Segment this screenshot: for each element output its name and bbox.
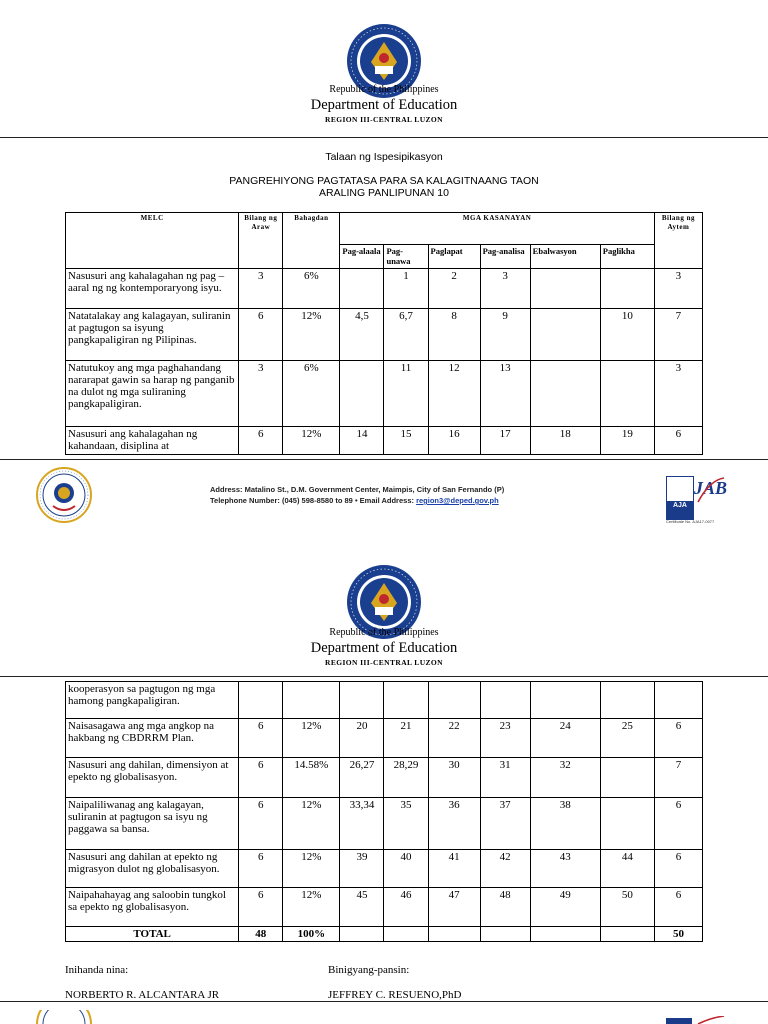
skill-cell: 41 xyxy=(428,850,480,888)
doc-title: Talaan ng Ispesipikasyon xyxy=(325,151,443,163)
skill-cell: 48 xyxy=(480,888,530,927)
skill-cell xyxy=(530,682,600,719)
skill-cell: 13 xyxy=(480,361,530,427)
skill-cell: 31 xyxy=(480,758,530,798)
days-cell: 6 xyxy=(239,309,283,361)
skill-cell: 1 xyxy=(384,269,428,309)
header-skill-col: Pag-analisa xyxy=(480,245,530,269)
page-break xyxy=(0,530,768,550)
melc-cell: kooperasyon sa pagtugon ng mga hamong pangkapaligiran. xyxy=(66,682,239,719)
header-percent: Bahagdan xyxy=(283,213,340,269)
skill-cell: 30 xyxy=(428,758,480,798)
aja-cert-badge xyxy=(666,476,694,520)
republic-seal-icon xyxy=(35,466,93,524)
header-skill-col: Ebalwasyon xyxy=(530,245,600,269)
pct-cell: 14.58% xyxy=(283,758,340,798)
skill-cell xyxy=(480,682,530,719)
melc-cell: Naipahahayag ang saloobin tungkol sa epekto ng globalisasyon. xyxy=(66,888,239,927)
skill-cell xyxy=(530,361,600,427)
header-days: Bilang ng Araw xyxy=(239,213,283,269)
pct-cell: 12% xyxy=(283,719,340,758)
skill-cell: 44 xyxy=(600,850,654,888)
table-row xyxy=(66,361,703,427)
skill-cell: 25 xyxy=(600,719,654,758)
melc-cell: Natutukoy ang mga paghahandang nararapat gawin sa harap ng panganib na dulot ng mga suliraning pangkapaligiran. xyxy=(66,361,239,427)
skill-cell: 6,7 xyxy=(384,309,428,361)
days-cell: 6 xyxy=(239,719,283,758)
melc-cell: Nasusuri ang kahalagahan ng kahandaan, disiplina at xyxy=(66,427,239,455)
doc-subject: ARALING PANLIPUNAN 10 xyxy=(319,187,449,199)
items-cell: 7 xyxy=(654,758,702,798)
skill-cell: 3 xyxy=(480,269,530,309)
skill-cell: 17 xyxy=(480,427,530,455)
total-label: TOTAL xyxy=(66,927,239,942)
prepared-name: NORBERTO R. ALCANTARA JR xyxy=(65,989,220,1001)
total-empty xyxy=(384,927,428,942)
table-row xyxy=(66,427,703,455)
pct-cell: 12% xyxy=(283,309,340,361)
skill-cell xyxy=(600,682,654,719)
skill-cell xyxy=(600,269,654,309)
days-cell: 6 xyxy=(239,888,283,927)
table-row xyxy=(66,798,703,850)
days-cell: 3 xyxy=(239,361,283,427)
days-cell xyxy=(239,682,283,719)
total-days: 48 xyxy=(239,927,283,942)
skill-cell: 40 xyxy=(384,850,428,888)
skill-cell xyxy=(600,758,654,798)
footer-address xyxy=(210,484,570,506)
pct-cell: 12% xyxy=(283,850,340,888)
melc-cell: Naipaliliwanag ang kalagayan, suliranin at pagtugon sa isyu ng paggawa sa bansa. xyxy=(66,798,239,850)
melc-cell: Nasusuri ang dahilan at epekto ng migrasyon dulot ng globalisasyon. xyxy=(66,850,239,888)
skill-cell: 36 xyxy=(428,798,480,850)
doc-subtitle: PANGREHIYONG PAGTATASA PARA SA KALAGITNAANG TAON xyxy=(229,175,539,187)
address-value: Matalino St., D.M. Government Center, Maimpis, City of San Fernando (P) xyxy=(244,485,505,494)
skill-cell: 20 xyxy=(340,719,384,758)
skill-cell: 46 xyxy=(384,888,428,927)
days-cell: 3 xyxy=(239,269,283,309)
header-melc: MELC xyxy=(66,213,239,269)
table-row xyxy=(66,269,703,309)
skill-cell: 15 xyxy=(384,427,428,455)
skill-cell xyxy=(340,682,384,719)
items-cell: 6 xyxy=(654,798,702,850)
melc-cell: Natatalakay ang kalagayan, suliranin at pagtugon sa isyung pangkapaligiran ng Pilipinas. xyxy=(66,309,239,361)
skill-cell: 39 xyxy=(340,850,384,888)
noted-name: JEFFREY C. RESUENO,PhD xyxy=(328,989,462,1001)
skill-cell: 11 xyxy=(384,361,428,427)
footer-divider xyxy=(0,1001,768,1002)
prepared-label: Inihanda nina: xyxy=(65,964,129,976)
skill-cell: 45 xyxy=(340,888,384,927)
skill-cell: 24 xyxy=(530,719,600,758)
skill-cell xyxy=(340,361,384,427)
republic-line: Republic of the Philippines xyxy=(329,84,439,95)
jab-swoosh-icon xyxy=(696,476,726,506)
skill-cell: 10 xyxy=(600,309,654,361)
department-title: Department of Education xyxy=(310,640,458,656)
items-cell xyxy=(654,682,702,719)
skill-cell: 8 xyxy=(428,309,480,361)
spec-table-page2 xyxy=(65,681,703,942)
melc-cell: Nasusuri ang dahilan, dimensiyon at epekto ng globalisasyon. xyxy=(66,758,239,798)
pct-cell: 12% xyxy=(283,427,340,455)
items-cell: 3 xyxy=(654,361,702,427)
table-row xyxy=(66,888,703,927)
skill-cell: 16 xyxy=(428,427,480,455)
skill-cell: 26,27 xyxy=(340,758,384,798)
skill-cell: 4,5 xyxy=(340,309,384,361)
days-cell: 6 xyxy=(239,850,283,888)
skill-cell xyxy=(340,269,384,309)
melc-cell: Nasusuri ang kahalagahan ng pag – aaral ng ng kontemporaryong isyu. xyxy=(66,269,239,309)
phone-value: (045) 598-8580 to 89 xyxy=(281,496,353,505)
aja-cert-label: AJA xyxy=(672,502,687,509)
total-empty xyxy=(600,927,654,942)
melc-cell: Naisasagawa ang mga angkop na hakbang ng CBDRRM Plan. xyxy=(66,719,239,758)
days-cell: 6 xyxy=(239,427,283,455)
region-line: REGION III-CENTRAL LUZON xyxy=(325,658,443,667)
skill-cell xyxy=(600,361,654,427)
items-cell: 6 xyxy=(654,427,702,455)
skill-cell: 38 xyxy=(530,798,600,850)
republic-seal-icon xyxy=(35,1010,93,1024)
spec-table-page1 xyxy=(65,212,703,455)
department-title: Department of Education xyxy=(310,97,458,113)
header-divider xyxy=(0,137,768,138)
skill-cell: 23 xyxy=(480,719,530,758)
items-cell: 3 xyxy=(654,269,702,309)
skill-cell xyxy=(384,682,428,719)
footer-divider xyxy=(0,459,768,460)
items-cell: 7 xyxy=(654,309,702,361)
skill-cell: 21 xyxy=(384,719,428,758)
email-link[interactable]: region3@deped.gov.ph xyxy=(416,496,499,505)
skill-cell: 14 xyxy=(340,427,384,455)
skill-cell: 12 xyxy=(428,361,480,427)
skill-cell: 37 xyxy=(480,798,530,850)
total-empty xyxy=(340,927,384,942)
phone-label: Telephone Number: xyxy=(210,496,280,505)
total-empty xyxy=(480,927,530,942)
skill-cell xyxy=(428,682,480,719)
skill-cell: 49 xyxy=(530,888,600,927)
table-row xyxy=(66,850,703,888)
jab-cert-logo: JAB xyxy=(694,478,728,498)
skill-cell: 43 xyxy=(530,850,600,888)
total-row xyxy=(66,927,703,942)
republic-line: Republic of the Philippines xyxy=(329,627,439,638)
pct-cell xyxy=(283,682,340,719)
days-cell: 6 xyxy=(239,798,283,850)
header-items: Bilang ng Aytem xyxy=(654,213,702,269)
header-skills: MGA KASANAYAN xyxy=(340,213,654,245)
skill-cell: 19 xyxy=(600,427,654,455)
skill-cell: 42 xyxy=(480,850,530,888)
skill-cell: 9 xyxy=(480,309,530,361)
skill-cell: 2 xyxy=(428,269,480,309)
header-divider xyxy=(0,676,768,677)
jab-swoosh-icon xyxy=(696,1016,726,1024)
skill-cell: 28,29 xyxy=(384,758,428,798)
skill-cell: 35 xyxy=(384,798,428,850)
pct-cell: 12% xyxy=(283,798,340,850)
items-cell: 6 xyxy=(654,719,702,758)
skill-cell xyxy=(600,798,654,850)
region-line: REGION III-CENTRAL LUZON xyxy=(325,115,443,124)
table-row xyxy=(66,719,703,758)
skill-cell: 47 xyxy=(428,888,480,927)
table-row xyxy=(66,309,703,361)
aja-cert-badge xyxy=(666,1018,692,1024)
skill-cell: 18 xyxy=(530,427,600,455)
skill-cell: 50 xyxy=(600,888,654,927)
skill-cell xyxy=(530,269,600,309)
header-skill-col: Paglapat xyxy=(428,245,480,269)
total-empty xyxy=(428,927,480,942)
total-pct: 100% xyxy=(283,927,340,942)
header-skill-col: Pag-alaala xyxy=(340,245,384,269)
table-row xyxy=(66,682,703,719)
noted-label: Binigyang-pansin: xyxy=(328,964,410,976)
cert-number: Certificate No. AJA17-0077 xyxy=(666,519,715,524)
items-cell: 6 xyxy=(654,850,702,888)
header-skill-col: Paglikha xyxy=(600,245,654,269)
email-label: • Email Address: xyxy=(354,496,414,505)
pct-cell: 6% xyxy=(283,269,340,309)
address-label: Address: xyxy=(210,485,243,494)
skill-cell: 32 xyxy=(530,758,600,798)
total-items: 50 xyxy=(654,927,702,942)
days-cell: 6 xyxy=(239,758,283,798)
total-empty xyxy=(530,927,600,942)
skill-cell: 22 xyxy=(428,719,480,758)
header-skill-col: Pag-unawa xyxy=(384,245,428,269)
table-row xyxy=(66,758,703,798)
skill-cell xyxy=(530,309,600,361)
pct-cell: 6% xyxy=(283,361,340,427)
items-cell: 6 xyxy=(654,888,702,927)
pct-cell: 12% xyxy=(283,888,340,927)
skill-cell: 33,34 xyxy=(340,798,384,850)
